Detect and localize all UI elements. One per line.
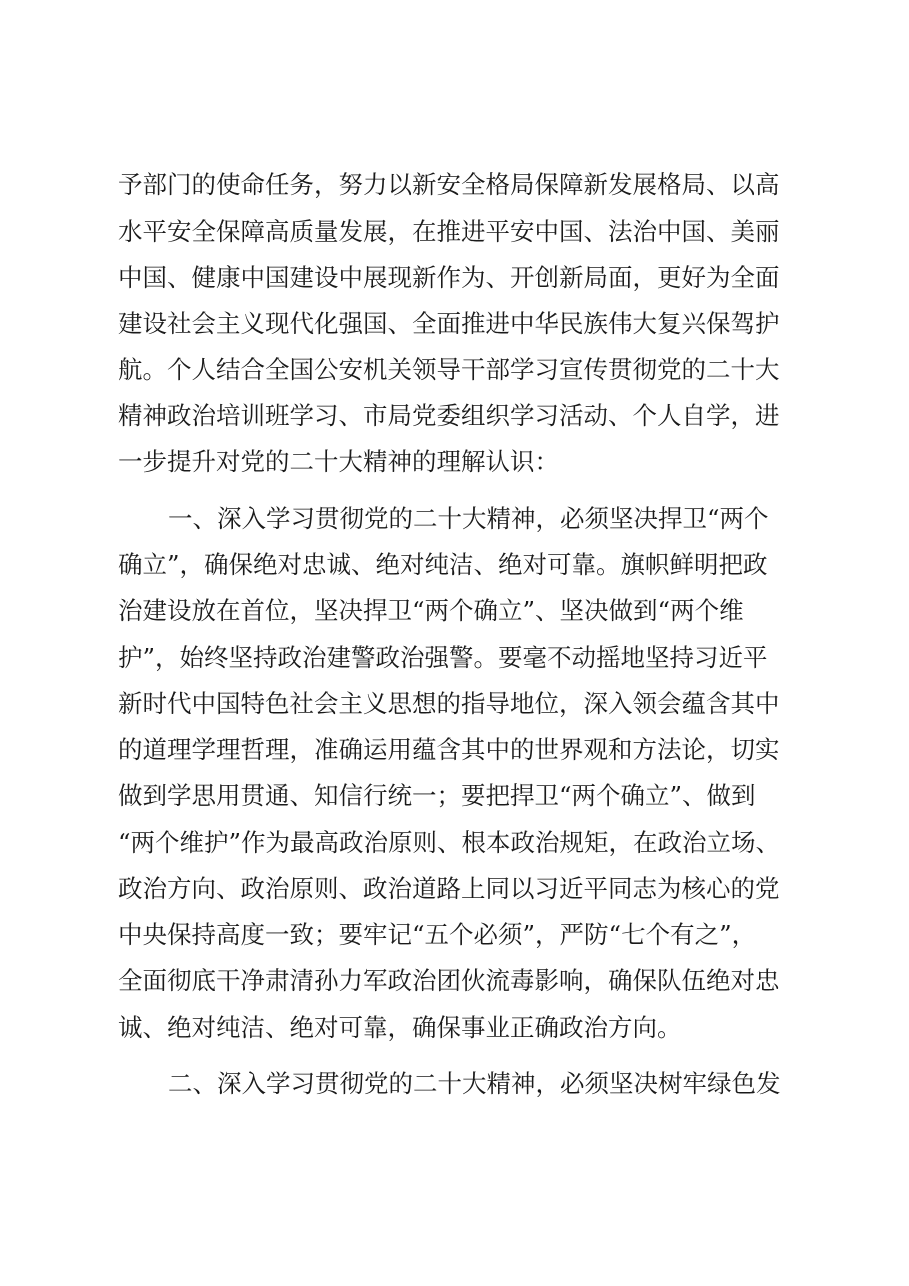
section-one-heading-line: 一、深入学习贯彻党的二十大精神，必须坚决捍卫“两个 [168,504,769,533]
body-line-4: 建设社会主义现代化强国、全面推进中华民族伟大复兴保驾护 [118,309,780,338]
body-line-10: 治建设放在首位，坚决捍卫“两个确立”、坚决做到“两个维 [118,596,744,625]
body-line-5: 航。个人结合全国公安机关领导干部学习宣传贯彻党的二十大 [118,355,780,384]
body-line-7: 一步提升对党的二十大精神的理解认识： [118,447,559,476]
body-line-1: 予部门的使命任务，努力以新安全格局保障新发展格局、以高 [118,170,780,199]
body-line-16: 政治方向、政治原则、政治道路上同以习近平同志为核心的党 [118,874,780,903]
body-line-19: 诚、绝对纯洁、绝对可靠，确保事业正确政治方向。 [118,1013,682,1042]
body-line-9: 确立”，确保绝对忠诚、绝对纯洁、绝对可靠。旗帜鲜明把政 [118,550,768,579]
body-line-12: 新时代中国特色社会主义思想的指导地位，深入领会蕴含其中 [118,689,780,718]
body-line-18: 全面彻底干净肃清孙力军政治团伙流毒影响，确保队伍绝对忠 [118,966,780,995]
section-two-heading-line: 二、深入学习贯彻党的二十大精神，必须坚决树牢绿色发 [168,1069,781,1098]
body-line-11: 护”，始终坚持政治建警政治强警。要毫不动摇地坚持习近平 [118,643,768,672]
body-line-6: 精神政治培训班学习、市局党委组织学习活动、个人自学，进 [118,401,780,430]
body-line-14: 做到学思用贯通、知信行统一；要把捍卫“两个确立”、做到 [118,781,756,810]
body-line-15: “两个维护”作为最高政治原则、根本政治规矩，在政治立场、 [118,828,781,857]
body-line-2: 水平安全保障高质量发展，在推进平安中国、法治中国、美丽 [118,217,780,246]
body-line-13: 的道理学理哲理，准确运用蕴含其中的世界观和方法论，切实 [118,735,780,764]
body-line-17: 中央保持高度一致；要牢记“五个必须”，严防“七个有之”， [118,920,757,949]
body-line-3: 中国、健康中国建设中展现新作为、开创新局面，更好为全面 [118,263,780,292]
